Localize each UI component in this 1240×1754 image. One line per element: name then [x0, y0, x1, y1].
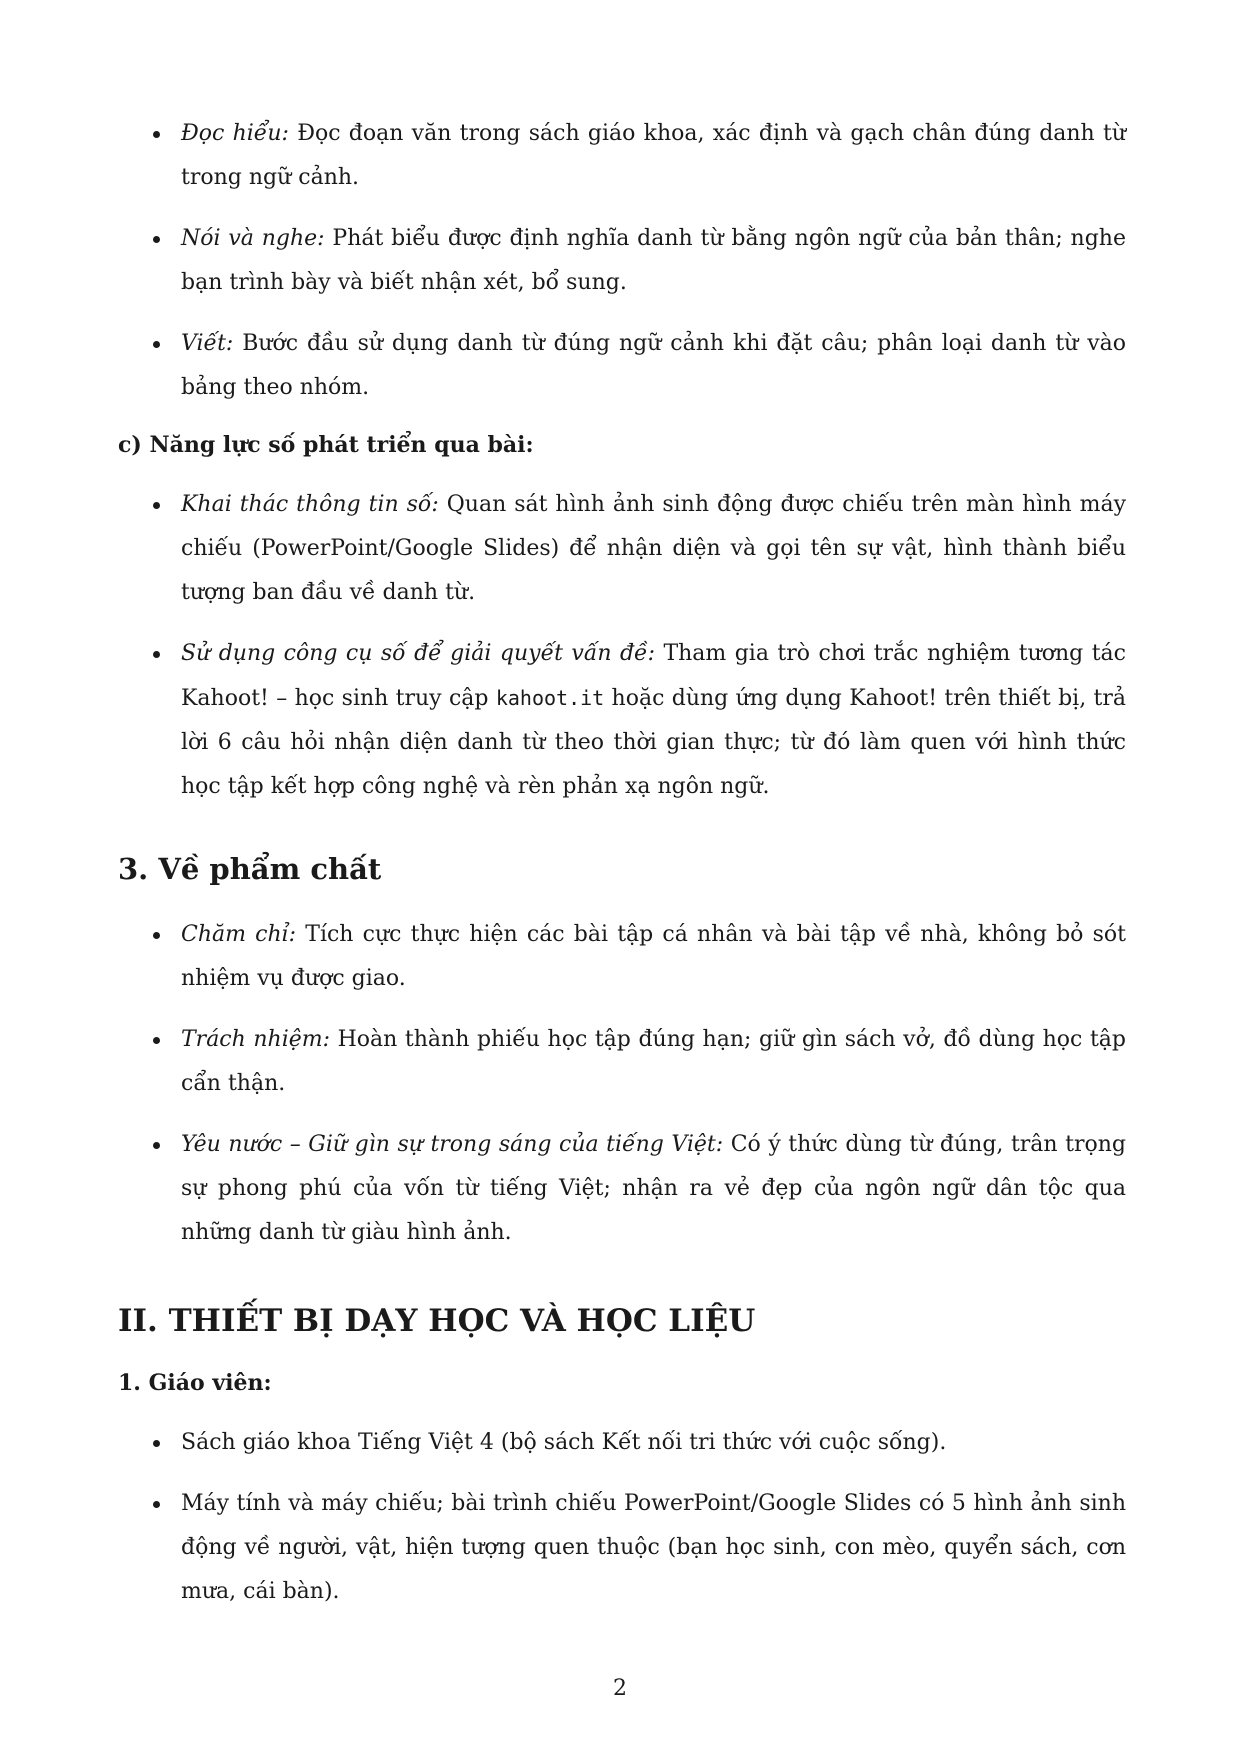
item-text: hoặc dùng ứng dụng Kahoot! trên thiết bị, trả lời 6 câu hỏi nhận diện danh từ theo thời gian thực; từ đó làm quen với hình thức học tập kết hợp công nghệ và rèn phản xạ ngôn ngữ. [181, 686, 1126, 799]
digital-competence-heading: c) Năng lực số phát triển qua bài: [118, 432, 534, 458]
item-text: Đọc đoạn văn trong sách giáo khoa, xác định và gạch chân đúng danh từ trong ngữ cảnh. [181, 121, 1127, 190]
qualities-heading: 3. Về phẩm chất [118, 852, 382, 886]
item-lead: Trách nhiệm: [181, 1027, 331, 1052]
page-content [118, 112, 1126, 1631]
item-text: Tham gia trò chơi trắc nghiệm tương tác Kahoot! – học sinh truy cập [181, 641, 1126, 711]
item-text: Bước đầu sử dụng danh từ đúng ngữ cảnh khi đặt câu; phân loại danh từ vào bảng theo nhóm. [181, 331, 1126, 400]
item-lead: Chăm chỉ: [181, 922, 297, 947]
equipment-heading: II. THIẾT BỊ DẠY HỌC VÀ HỌC LIỆU [118, 1303, 756, 1339]
list-item [118, 483, 1126, 615]
item-lead: Viết: [181, 331, 234, 356]
list-item [118, 112, 1126, 200]
list-item: Sách giáo khoa Tiếng Việt 4 (bộ sách Kết nối tri thức với cuộc sống). [118, 1421, 1126, 1465]
kahoot-url: kahoot.it [495, 686, 605, 710]
list-item [118, 217, 1126, 305]
item-text: Có ý thức dùng từ đúng, trân trọng sự phong phú của vốn từ tiếng Việt; nhận ra vẻ đẹp của ngôn ngữ dân tộc qua những danh từ giàu hình ảnh. [181, 1132, 1126, 1245]
list-item [118, 322, 1126, 410]
item-lead: Khai thác thông tin số: [181, 492, 439, 517]
teacher-heading: 1. Giáo viên: [118, 1370, 272, 1396]
item-text: Tích cực thực hiện các bài tập cá nhân và bài tập về nhà, không bỏ sót nhiệm vụ được giao. [181, 922, 1126, 991]
teacher-equipment-list [118, 1421, 1126, 1614]
list-item [118, 1018, 1126, 1106]
list-item [118, 1123, 1126, 1255]
skills-list [118, 112, 1126, 410]
item-lead: Nói và nghe: [181, 226, 325, 251]
item-text: Quan sát hình ảnh sinh động được chiếu trên màn hình máy chiếu (PowerPoint/Google Slides) để nhận diện và gọi tên sự vật, hình thành biểu tượng ban đầu về danh từ. [181, 492, 1126, 605]
list-item [118, 913, 1126, 1001]
qualities-list [118, 913, 1126, 1255]
item-text: Phát biểu được định nghĩa danh từ bằng ngôn ngữ của bản thân; nghe bạn trình bày và biết nhận xét, bổ sung. [181, 226, 1126, 295]
item-lead: Sử dụng công cụ số để giải quyết vấn đề: [181, 641, 655, 666]
item-lead: Yêu nước – Giữ gìn sự trong sáng của tiếng Việt: [181, 1132, 724, 1157]
page-number: 2 [613, 1676, 627, 1701]
list-item [118, 632, 1126, 809]
digital-competence-list [118, 483, 1126, 809]
list-item: Máy tính và máy chiếu; bài trình chiếu PowerPoint/Google Slides có 5 hình ảnh sinh động về người, vật, hiện tượng quen thuộc (bạn học sinh, con mèo, quyển sách, cơn mưa, cái bàn). [118, 1482, 1126, 1614]
item-lead: Đọc hiểu: [181, 121, 289, 146]
item-text: Hoàn thành phiếu học tập đúng hạn; giữ gìn sách vở, đồ dùng học tập cẩn thận. [181, 1027, 1126, 1096]
